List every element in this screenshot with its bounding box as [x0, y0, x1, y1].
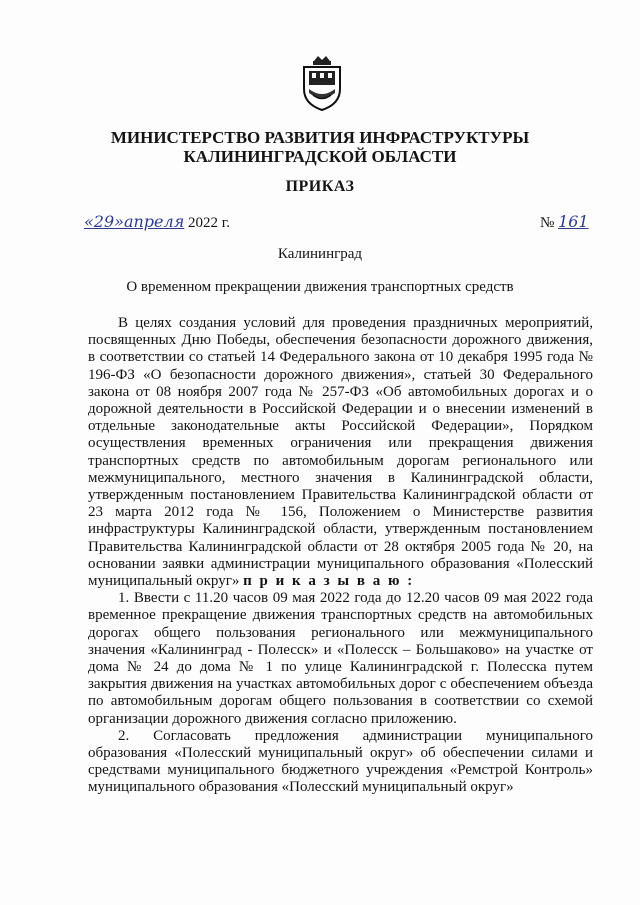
date-day: 29 [93, 212, 115, 231]
date-year: 2022 г. [184, 215, 231, 231]
date-month: апреля [123, 212, 185, 231]
order-number [540, 212, 589, 232]
number-label: № [540, 215, 559, 231]
ministry-title-line2: КАЛИНИНГРАДСКОЙ ОБЛАСТИ [183, 147, 457, 166]
ministry-title-line1: МИНИСТЕРСТВО РАЗВИТИЯ ИНФРАСТРУКТУРЫ [110, 128, 530, 147]
preamble-paragraph [88, 315, 593, 590]
order-subject: О временном прекращении движения транспортных средств [126, 279, 514, 295]
date-close-quote: » [114, 212, 124, 231]
document-type: ПРИКАЗ [285, 178, 355, 195]
date-open-quote: « [84, 212, 94, 231]
number-value: 161 [558, 212, 589, 231]
city-name: Калининград [277, 246, 363, 262]
order-body [88, 315, 593, 797]
order-keyword: п р и к а з ы в а ю : [243, 573, 415, 590]
preamble-text: В целях создания условий для проведения праздничных мероприятий, посвященных Дню Победы, обеспечения безопасности дорожного движения, в соответствии со статьей 14 Федерального закона от 10 декабря 1995 года № 196-ФЗ «О безопасности дорожного движения», статьей 30 Федерального закона от 08 ноября 2007 года № 257-ФЗ «Об автомобильных дорогах и о дорожной деятельности в Российской Федерации и о внесении изменений в отдельные законодательные акты Российской Федерации», Порядком осуществления временных ограничения или прекращения движения транспортных средств по автомобильным дорогам регионального или межмуниципального, местного значения в Калининградской области, утвержденным постановлением Правительства Калининградской области от 23 марта 2012 года № 156, Положением о Министерстве развития инфраструктуры Калининградской области, утвержденным постановлением Правительства Калининградской области от 28 октября 2005 года № 20, на основании заявки администрации муниципального образования «Полесский муниципальный округ» [88, 315, 593, 590]
clause-1-paragraph: 1. Ввести с 11.20 часов 09 мая 2022 года до 12.20 часов 09 мая 2022 года временное прекращение движения транспортных средств на автомобильных дорогах общего пользования регионального или межмуниципального значения «Калининград - Полесск» и «Полесск – Большаково» на участке от дома № 24 до дома № 1 по улице Калининградской г. Полесска путем закрытия движения на участках автомобильных дорог с обеспечением объезда по автомобильным дорогам общего пользования в соответствии со схемой организации дорожного движения согласно приложению. [88, 590, 593, 727]
order-date [84, 212, 230, 232]
clause-2-paragraph: 2. Согласовать предложения администрации муниципального образования «Полесский муниципальный округ» об обеспечении силами и средствами муниципального бюджетного учреждения «Ремстрой Контроль» муниципального образования «Полесский муниципальный округ» [88, 727, 593, 796]
coat-of-arms-icon [300, 55, 344, 111]
